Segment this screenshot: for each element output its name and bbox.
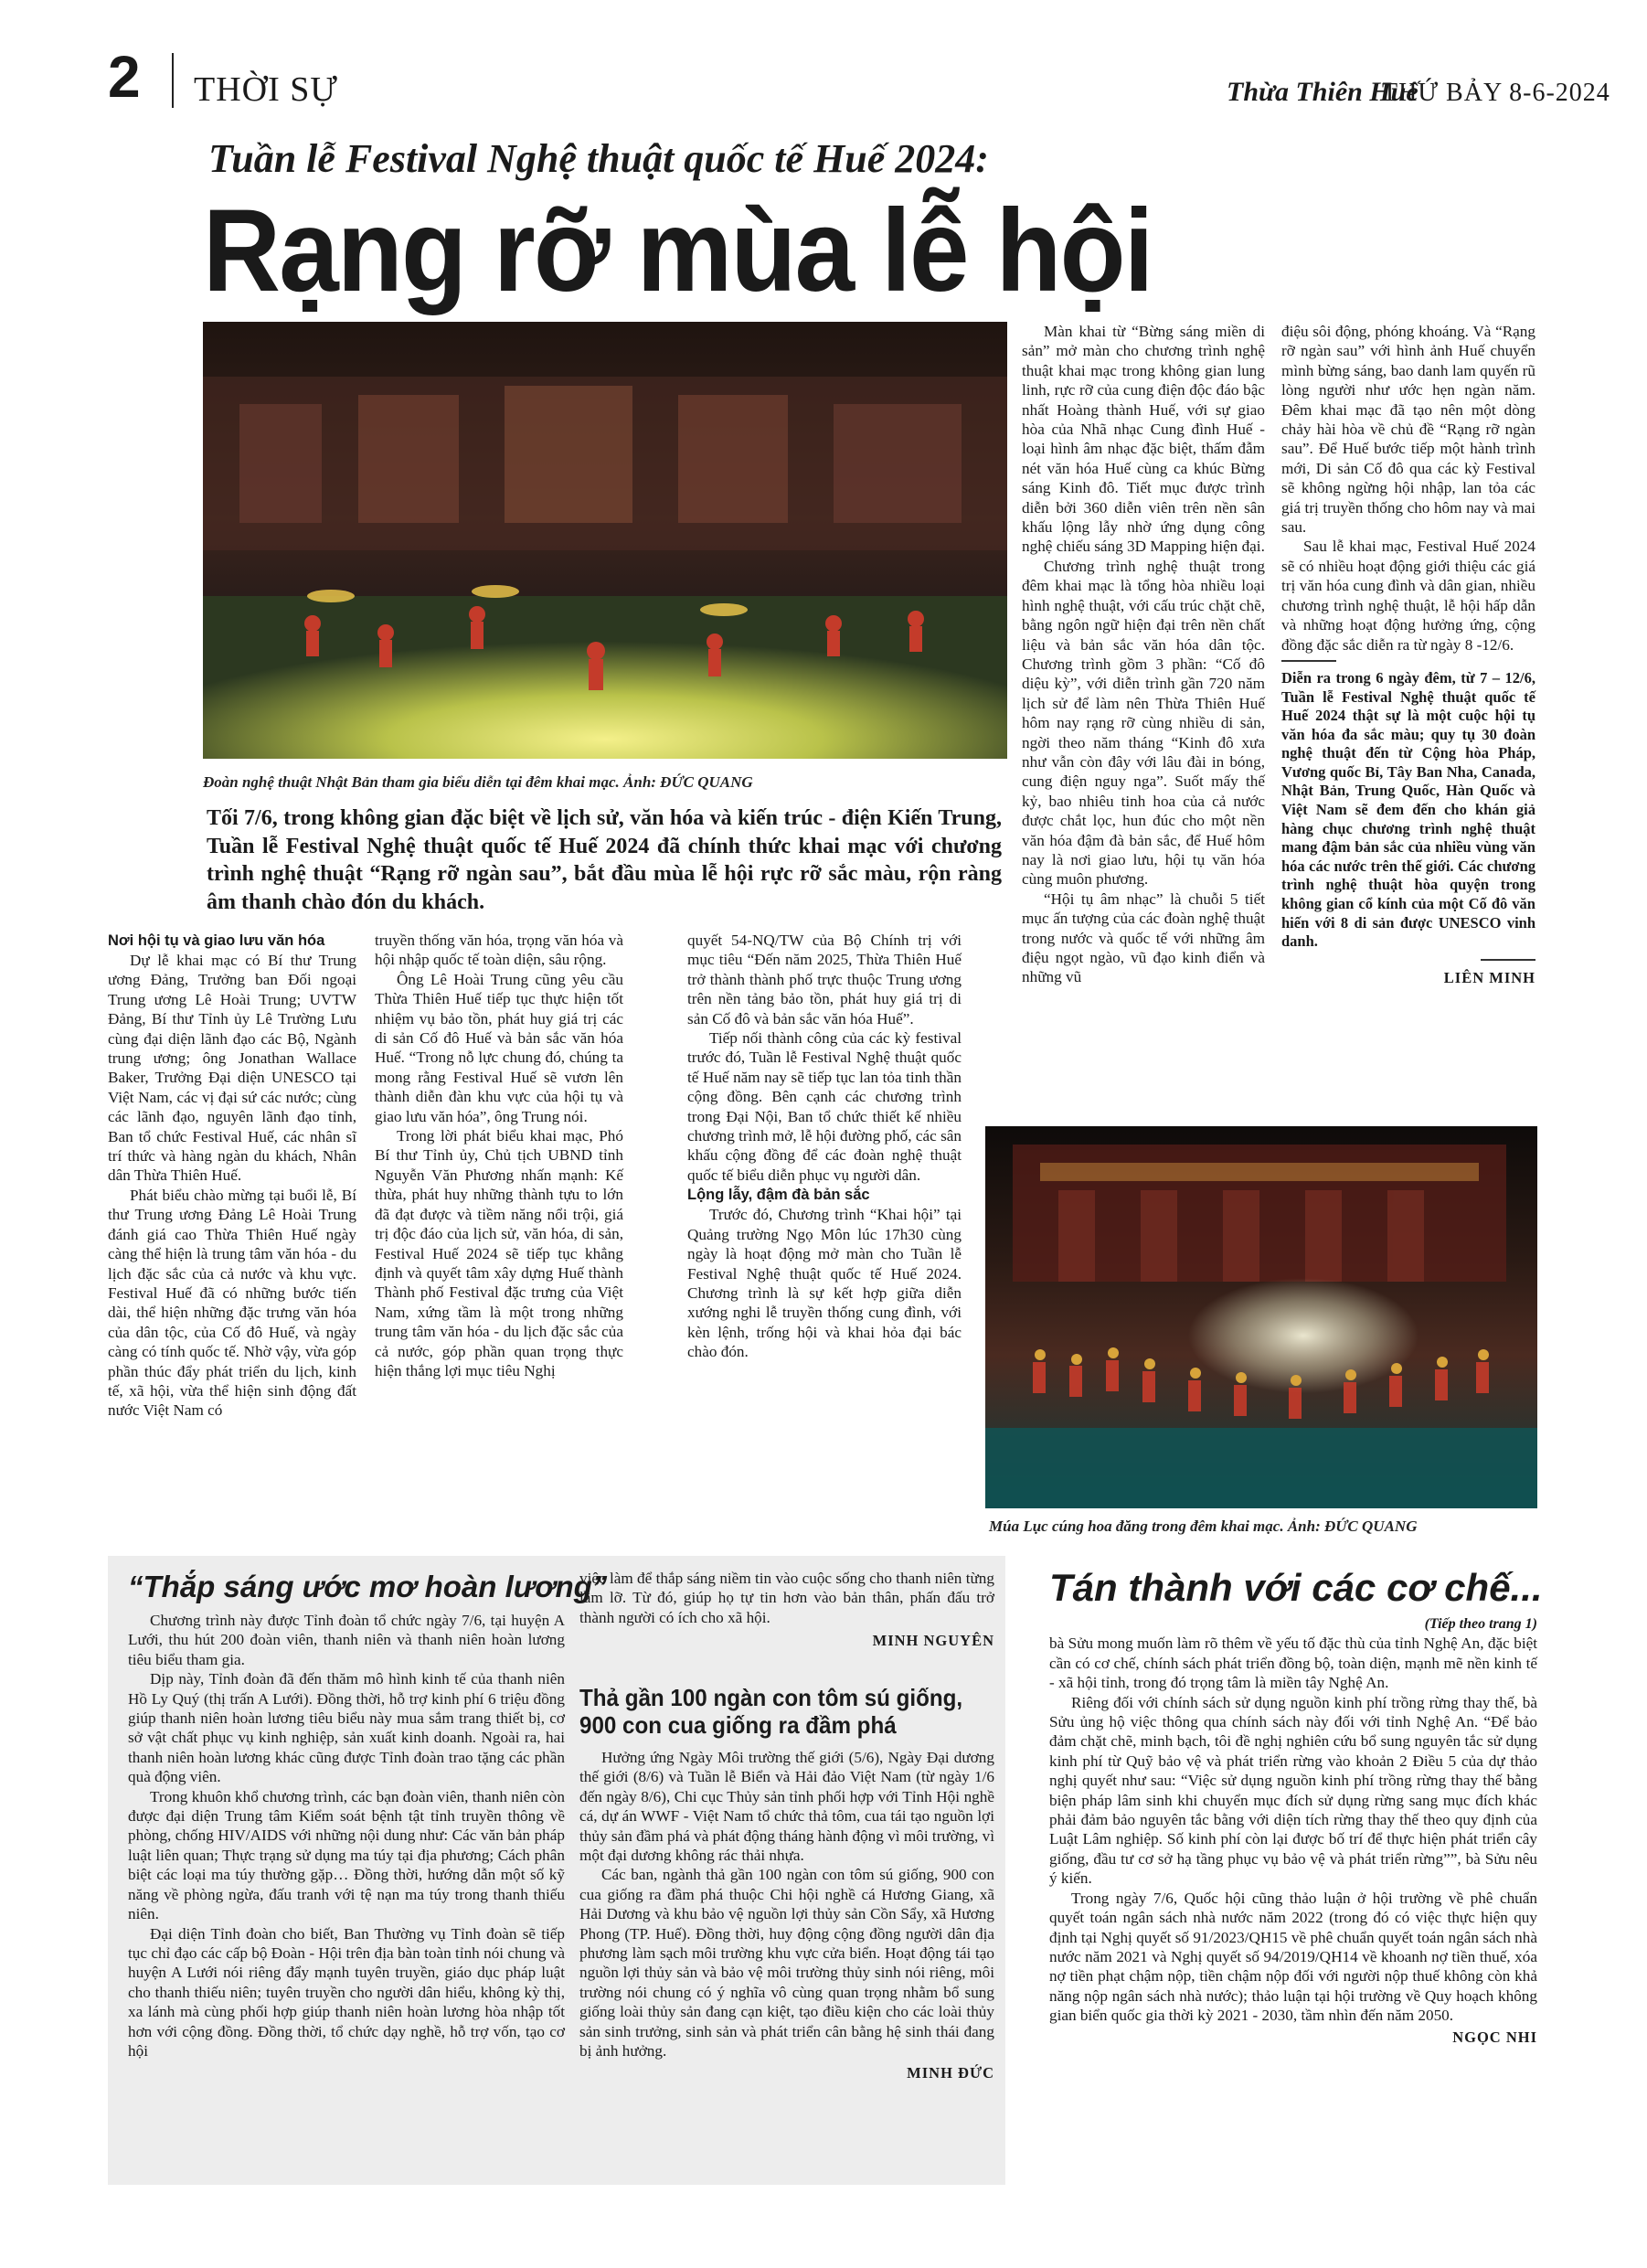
divider	[1281, 660, 1336, 662]
divider	[1481, 959, 1535, 961]
paragraph: bà Sửu mong muốn làm rõ thêm về yếu tố đặc thù của tỉnh Nghệ An, đặc biệt cần có cơ chế, chính sách phát triển đồng bộ, toàn diện, mạnh mẽ nền kinh tế - xã hội tỉnh, trong đó trọng tâm là miền tây Nghệ An.	[1049, 1634, 1537, 1692]
paragraph: Trong khuôn khổ chương trình, các bạn đoàn viên, thanh niên còn được đại diện Trung tâm Kiểm soát bệnh tật tỉnh truyền thông về phòng, chống HIV/AIDS với những nội dung như: Các văn bản pháp luật liên quan; Thực trạng sử dụng ma túy tại địa phương; Cách phân biệt các loại ma túy thường gặp… Đồng thời, hướng dẫn một số kỹ năng về phòng ngừa, đấu tranh với tệ nạn ma túy trong thanh thiếu niên.	[128, 1787, 565, 1923]
paragraph: Chương trình này được Tỉnh đoàn tổ chức ngày 7/6, tại huyện A Lưới, thu hút 200 đoàn viên, thanh niên và thanh niên hoàn lương tiêu biểu tham gia.	[128, 1612, 565, 1668]
paragraph: Chương trình nghệ thuật trong đêm khai mạc là tổng hòa nhiều loại hình nghệ thuật, với cấu trúc chặt chẽ, bằng ngôn ngữ hiện đại trên nền chất liệu và bản sắc văn hóa dân tộc. Chương trình gồm 3 phần: “Cố đô diệu kỳ”, với diễn trình gần 720 năm lịch sử để làm nên Thừa Thiên Huế hôm nay rạng rỡ cùng nhiều di sản, ngời theo năm tháng “Kinh đô xưa như vẫn còn đây với lâu đài in bóng, cung điện nguy nga”. Suốt mấy thế kỷ, bao nhiêu tinh hoa của cả nước được chắt lọc, hun đúc cho một nền văn hóa đậm đà bản sắc, để Huế hôm nay là nơi giao lưu, hội tụ văn hóa cùng muôn phương.	[1022, 557, 1265, 889]
box1-text	[128, 1611, 565, 2060]
masthead-divider	[172, 53, 174, 108]
paragraph: Trong lời phát biểu khai mạc, Phó Bí thư Tỉnh ủy, Chủ tịch UBND tỉnh Nguyễn Văn Phương nhấn mạnh: Kế thừa, phát huy những thành tựu to lớn đã đạt được và tiềm năng nổi trội, giá trị độc đáo của lịch sử, văn hóa, di sản, Festival Huế 2024 sẽ tiếp tục khẳng định và quyết tâm xây dựng Huế thành Thành phố Festival đặc trưng của Việt Nam, xứng tầm là một trong những trung tâm văn hóa - du lịch đặc sắc của cả nước, góp phần quan trọng thực hiện thắng lợi mục tiêu Nghị	[375, 1127, 623, 1379]
photo2-caption: Múa Lục cúng hoa đăng trong đêm khai mạc. Ảnh: ĐỨC QUANG	[989, 1517, 1418, 1535]
section-label: THỜI SỰ	[194, 70, 338, 109]
paragraph: Trước đó, Chương trình “Khai hội” tại Quảng trường Ngọ Môn lúc 17h30 cùng ngày là hoạt động mở màn cho Tuần lễ Festival Nghệ thuật quốc tế Huế 2024. Chương trình là sự kết hợp giữa diễn xướng nghi lễ truyền thống cung đình, với kèn lệnh, trống hội và khai hỏa đại bác chào đón.	[687, 1206, 962, 1361]
paper-name: Thừa Thiên Huế	[1227, 77, 1419, 107]
paragraph: “Hội tụ âm nhạc” là chuỗi 5 tiết mục ấn tượng của các đoàn nghệ thuật trong nước và quốc tế với những âm điệu ngọt ngào, vũ đạo kinh điển và những vũ	[1022, 889, 1265, 986]
article-column-4	[1022, 322, 1265, 987]
paragraph: Dự lễ khai mạc có Bí thư Trung ương Đảng, Trưởng ban Đối ngoại Trung ương Lê Hoài Trung; UVTW Đảng, Bí thư Tỉnh ủy Lê Trường Lưu cùng đại diện lãnh đạo các Bộ, Ngành trung ương; ông Jonathan Wallace Baker, Trưởng Đại diện UNESCO tại Việt Nam, các vị đại sứ các nước; cùng các lãnh đạo, nguyên lãnh đạo tỉnh, Ban tổ chức Festival Huế, các nhân sĩ trí thức và hàng ngàn du khách, Nhân dân Thừa Thiên Huế.	[108, 952, 356, 1185]
paragraph: Tiếp nối thành công của các kỳ festival trước đó, Tuần lễ Festival Nghệ thuật quốc tế Huế năm nay sẽ tiếp tục lan tỏa tinh thần cộng đồng. Bên cạnh các chương trình trong Đại Nội, Ban tổ chức thiết kế nhiều chương trình mở, lễ hội đường phố, các sân khấu cộng đồng để các đoàn nghệ thuật quốc tế biểu diễn phục vụ người dân.	[687, 1029, 962, 1184]
box1-title: “Thắp sáng ước mơ hoàn lương”	[128, 1570, 608, 1603]
festival-summary-box: Diễn ra trong 6 ngày đêm, từ 7 – 12/6, Tuần lễ Festival Nghệ thuật quốc tế Huế 2024 thật sự là một cuộc hội tụ văn hóa đa sắc màu; quy tụ 30 đoàn nghệ thuật đến từ Cộng hòa Pháp, Vương quốc Bỉ, Tây Ban Nha, Canada, Nhật Bản, Trung Quốc, Hàn Quốc và Việt Nam sẽ đem đến cho khán giả hàng chục chương trình nghệ thuật mang đậm bản sắc của nhiều vùng văn hóa các nước trên thế giới. Các chương trình nghệ thuật hòa quyện trong không gian cổ kính của một Cố đô văn hiến với 8 di sản được UNESCO vinh danh.	[1281, 668, 1535, 951]
lead-paragraph: Tối 7/6, trong không gian đặc biệt về lịch sử, văn hóa và kiến trúc - điện Kiến Trung, Tuần lễ Festival Nghệ thuật quốc tế Huế 2024 đã chính thức khai mạc với chương trình nghệ thuật “Rạng rỡ ngàn sau”, bắt đầu mùa lễ hội rực rỡ sắc màu, rộn ràng âm thanh chào đón du khách.	[207, 806, 1002, 914]
byline-ngoc-nhi: NGỌC NHI	[1452, 2028, 1537, 2046]
paragraph: Phát biểu chào mừng tại buổi lễ, Bí thư Trung ương Đảng Lê Hoài Trung đánh giá cao Thừa Thiên Huế ngày càng thể hiện là trung tâm văn hóa - du lịch đặc sắc của cả nước và khu vực. Festival Huế đã có những bước tiến dài, thể hiện những đặc trưng văn hóa của dân tộc, của Cố đô Huế, và ngày càng có tính quốc tế. Nhờ vậy, vừa góp phần thúc đẩy phát triển du lịch, kinh tế, xã hội, vừa thể hiện sinh động đất nước Việt Nam có	[108, 1186, 356, 1420]
stage-performance-image	[203, 322, 1007, 759]
paragraph: Dịp này, Tỉnh đoàn đã đến thăm mô hình kinh tế của thanh niên Hồ Ly Quý (thị trấn A Lưới). Đồng thời, hỗ trợ kinh phí 6 triệu đồng giúp thanh niên hoàn lương tiêu biểu này mua sắm trang thiết bị, cơ sở vật chất phục vụ kinh nghiệp, sản xuất kinh doanh. Ngoài ra, hai thanh niên hoàn lương khác cũng được Tỉnh đoàn trao tặng các phần quà động viên.	[128, 1670, 565, 1786]
page-number: 2	[108, 44, 141, 110]
paragraph: Hưởng ứng Ngày Môi trường thế giới (5/6), Ngày Đại dương thế giới (8/6) và Tuần lễ Biển và Hải đảo Việt Nam (từ ngày 1/6 đến ngày 8/6), Chi cục Thủy sản tỉnh phối hợp với Tỉnh Hội nghề cá, dự án WWF - Việt Nam tổ chức thả tôm, cua tái tạo nguồn lợi thủy sản đầm phá và phát động tháng hành động vì môi trường, vì một đại dương không rác thải nhựa.	[579, 1749, 994, 1865]
paragraph: Các ban, ngành thả gần 100 ngàn con tôm sú giống, 900 con cua giống ra đầm phá thuộc Chi hội nghề cá Hương Giang, xã Hải Dương và khu bảo vệ nguồn lợi thủy sản Cồn Sẩy, xã Hương Phong (TP. Huế). Đồng thời, huy động cộng đồng người dân địa phương làm sạch môi trường khu vực cửa biển. Hoạt động tái tạo nguồn lợi thủy sản và bảo vệ môi trường thủy sinh nói riêng, môi trường nói chung có ý nghĩa vô cùng quan trọng nhằm bổ sung giống loài thủy sản đang cạn kiệt, tạo điều kiện cho các loài thủy sản sinh trưởng, sinh sản và phát triển cân bằng hệ sinh thái đang bị ảnh hưởng.	[579, 1866, 994, 2060]
continued-note: (Tiếp theo trang 1)	[1424, 1616, 1537, 1632]
paragraph: điệu sôi động, phóng khoáng. Và “Rạng rỡ ngàn sau” với hình ảnh Huế chuyển mình bừng sáng, bao danh lam quyến rũ lòng người như ước hẹn ngàn năm. Đêm khai mạc đã tạo nên một dòng chảy hài hòa về chủ đề “Rạng rỡ ngàn sau”. Để Huế bước tiếp một hành trình mới, Di sản Cố đô qua các kỳ Festival sẽ không ngừng hội nhập, lan tỏa các giá trị truyền thống cho hôm nay và mai sau.	[1281, 323, 1535, 537]
headline-kicker: Tuần lễ Festival Nghệ thuật quốc tế Huế 2024:	[208, 136, 989, 181]
paragraph: Màn khai từ “Bừng sáng miền di sản” mở màn cho chương trình nghệ thuật khai mạc trong không gian lung linh, rực rỡ của cung điện độc đáo bậc nhất Hoàng thành Huế, với sự giao hòa của Nhã nhạc Cung đình Huế - loại hình âm nhạc đặc biệt, thấm đẫm nét văn hóa Huế cùng ca khúc Bừng sáng Kinh đô. Tiết mục được trình diễn bởi 360 diễn viên trên nền sân khấu lộng lẫy nhờ ứng dụng công nghệ chiếu sáng 3D Mapping hiện đại.	[1022, 323, 1265, 556]
paragraph: Sau lễ khai mạc, Festival Huế 2024 sẽ có nhiều hoạt động giới thiệu các giá trị văn hóa cung đình và dân gian, nhiều chương trình nghệ thuật, lễ hội hấp dẫn và những hoạt động hưởng ứng, cộng đồng đặc sắc diễn ra từ ngày 8 -12/6.	[1281, 538, 1535, 654]
paragraph: Trong ngày 7/6, Quốc hội cũng thảo luận ở hội trường về phê chuẩn quyết toán ngân sách nhà nước năm 2022 (trong đó có việc thực hiện quy định tại Nghị quyết số 91/2023/QH15 về phê chuẩn quyết toán ngân sách nhà nước năm 2021 và Nghị quyết số 94/2019/QH14 về khoanh nợ tiền thuế, xóa nợ tiền phạt chậm nộp, tiền chậm nộp đối với người nộp thuế không còn khả năng nộp ngân sách nhà nước); thảo luận tại hội trường về Quy hoạch không gian biển quốc gia thời kỳ 2021 - 2030, tầm nhìn đến năm 2050.	[1049, 1889, 1537, 2025]
lantern-dance-image	[985, 1126, 1537, 1508]
article-column-2	[375, 931, 623, 1380]
paragraph: Đại diện Tỉnh đoàn cho biết, Ban Thường vụ Tỉnh đoàn sẽ tiếp tục chỉ đạo các cấp bộ Đoàn - Hội trên địa bàn toàn tỉnh nói chung và huyện A Lưới nói riêng đẩy mạnh tuyên truyền, giáo dục pháp luật cho thanh thiếu niên; tuyên truyền cho người dân hiểu, không kỳ thị, xa lánh mà cùng phối hợp giúp thanh niên hoàn lương hòa nhập tốt hơn với cộng đồng. Đồng thời, tổ chức dạy nghề, hỗ trợ vốn, tạo cơ hội	[128, 1924, 565, 2060]
byline-lien-minh: LIÊN MINH	[1443, 968, 1535, 986]
box2-title: Thả gần 100 ngàn con tôm sú giống, 900 con cua giống ra đầm phá	[579, 1684, 963, 1739]
issue-date: THỨ BẢY 8-6-2024	[1382, 79, 1610, 107]
article-column-1	[108, 931, 356, 1421]
photo1-caption: Đoàn nghệ thuật Nhật Bản tham gia biểu diễn tại đêm khai mạc. Ảnh: ĐỨC QUANG	[203, 773, 753, 791]
box3-text	[1049, 1614, 1537, 2047]
subhead-splendid: Lộng lẫy, đậm đà bản sắc	[687, 1187, 870, 1204]
box2-text	[579, 1748, 994, 2082]
headline: Rạng rỡ mùa lễ hội	[203, 186, 1153, 316]
paragraph: Riêng đối với chính sách sử dụng nguồn kinh phí trồng rừng thay thế, bà Sửu ủng hộ việc thông qua chính sách này đối với tỉnh Nghệ An. “Để bảo đảm chặt chẽ, minh bạch, tôi đề nghị nghiên cứu bổ sung nguyên tắc sử dụng kinh phí từ Quỹ bảo vệ và phát triển rừng vào khoản 2 Điều 5 của dự thảo nghị quyết như sau: “Việc sử dụng nguồn kinh phí trồng rừng thay thế bằng biện pháp lâm sinh khi chuyển mục đích sử dụng rừng sang mục đích khác phải đảm bảo nguyên tắc bằng với diện tích rừng thay thế theo quy định của Luật Lâm nghiệp. Số kinh phí còn lại được bố trí để thực hiện phát triển cây giống, đầu tư cơ sở hạ tầng phục vụ bảo vệ và phát triển rừng””, bà Sửu nêu ý kiến.	[1049, 1693, 1537, 1888]
photo-japanese-troupe	[203, 322, 1007, 759]
paragraph: quyết 54-NQ/TW của Bộ Chính trị với mục tiêu “Đến năm 2025, Thừa Thiên Huế trở thành thành phố trực thuộc Trung ương trên nền tảng bảo tồn, phát huy giá trị di sản Cố đô và bản sắc văn hóa Huế”.	[687, 932, 962, 1028]
photo-lantern-dance	[985, 1126, 1537, 1508]
paragraph: việc làm để thắp sáng niềm tin vào cuộc sống cho thanh niên từng lầm lỡ. Từ đó, giúp họ tự tin hơn vào bản thân, phấn đấu trở thành người có ích cho xã hội.	[579, 1570, 994, 1626]
article-column-3	[687, 931, 962, 1362]
box3-title: Tán thành với các cơ chế...	[1049, 1566, 1543, 1609]
paragraph: Ông Lê Hoài Trung cũng yêu cầu Thừa Thiên Huế tiếp tục thực hiện tốt nhiệm vụ bảo tồn, phát huy giá trị các di sản Cố đô Huế và bản sắc văn hóa Huế. “Trong nỗ lực chung đó, chúng ta mong rằng Festival Huế sẽ vươn lên thành diễn đàn khu vực của hội tụ và giao lưu văn hóa”, ông Trung nói.	[375, 970, 623, 1125]
box1-text-continued	[579, 1569, 994, 1651]
subhead-cultural-exchange: Nơi hội tụ và giao lưu văn hóa	[108, 932, 325, 949]
paragraph: truyền thống văn hóa, trọng văn hóa và hội nhập quốc tế toàn diện, sâu rộng.	[375, 932, 623, 969]
byline-minh-duc: MINH ĐỨC	[907, 2063, 994, 2082]
article-column-5	[1281, 322, 1535, 987]
byline-minh-nguyen: MINH NGUYÊN	[872, 1632, 994, 1650]
